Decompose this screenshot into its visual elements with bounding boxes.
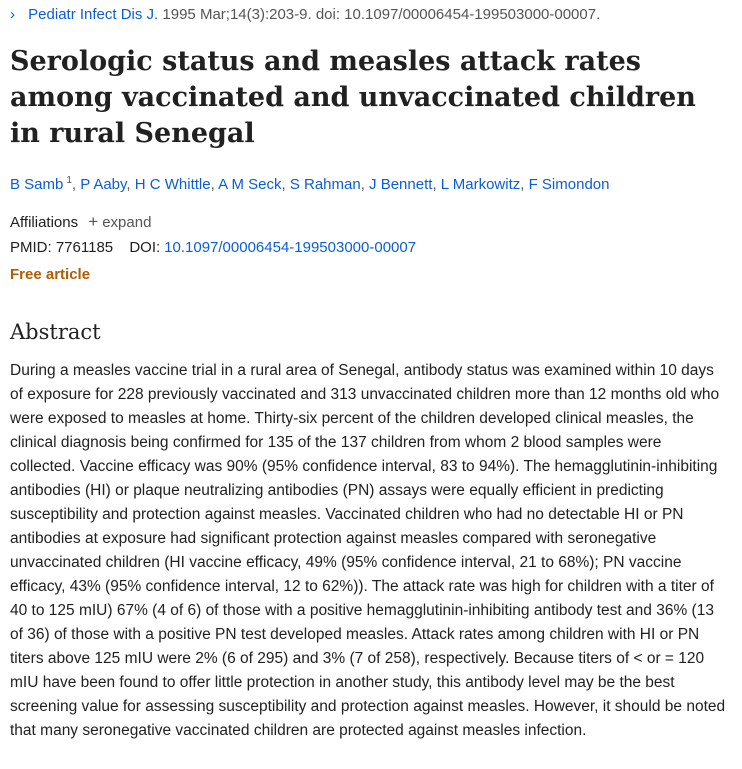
identifiers-row xyxy=(10,239,416,256)
affiliations-expand-button[interactable] xyxy=(88,214,151,231)
doi-link[interactable]: 10.1097/00006454-199503000-00007 xyxy=(164,239,417,256)
journal-link[interactable]: Pediatr Infect Dis J. xyxy=(28,6,159,23)
expand-label: expand xyxy=(102,214,152,231)
citation-details: 1995 Mar;14(3):203-9. doi: 10.1097/00006454-199503000-00007. xyxy=(162,6,601,23)
pmid-label: PMID: xyxy=(10,239,52,256)
plus-icon: + xyxy=(88,212,99,231)
affiliation-superscript[interactable]: 1 xyxy=(66,175,72,186)
author-link[interactable]: L Markowitz xyxy=(440,176,521,193)
article-title: Serologic status and measles attack rates among vaccinated and unvaccinated children in rural Senegal xyxy=(10,46,696,149)
abstract-text: During a measles vaccine trial in a rural area of Senegal, antibody status was examined within 10 days of exposure for 228 previously vaccinated and 313 unvaccinated children more than 12 months old who were exposed to measles at home. Thirty-six percent of the children developed clinical measles, the clinical diagnosis being confirmed for 135 of the 137 children from whom 2 blood samples were collected. Vaccine efficacy was 90% (95% confidence interval, 83 to 94%). The hemagglutinin-inhibiting antibodies (HI) or plaque neutralizing antibodies (PN) assays were equally efficient in predicting susceptibility and protection against measles. Vaccinated children who had no detectable HI or PN antibodies at exposure had significant protection against measles compared with seronegative unvaccinated children (HI vaccine efficacy, 49% (95% confidence interval, 21 to 68%); PN vaccine efficacy, 43% (95% confidence interval, 12 to 62%)). The attack rate was high for children with a titer of 40 to 125 mIU) 67% (4 of 6) of those with a positive hemagglutinin-inhibiting antibody test and 36% (13 of 36) of those with a positive PN test developed measles. Attack rates among children with HI or PN titers above 125 mIU were 2% (6 of 295) and 3% (7 of 258), respectively. Because titers of < or = 120 mIU have been found to offer little protection in another study, this antibody level may be the best screening value for assessing susceptibility and protection against measles. However, it should be noted that many seronegative vaccinated children are protected against measles infection. xyxy=(10,362,726,739)
abstract-heading: Abstract xyxy=(10,320,101,344)
free-article-badge: Free article xyxy=(10,266,91,283)
author-link[interactable]: J Bennett xyxy=(369,176,433,193)
author-link[interactable]: A M Seck xyxy=(218,176,282,193)
affiliations-label: Affiliations xyxy=(10,214,79,231)
author-link[interactable]: H C Whittle xyxy=(134,176,211,193)
author-link[interactable]: F Simondon xyxy=(528,176,610,193)
author-link[interactable]: B Samb xyxy=(10,176,64,193)
author-link[interactable]: P Aaby xyxy=(80,176,127,193)
citation-line xyxy=(10,6,600,23)
pmid-value: 7761185 xyxy=(55,239,114,256)
author-list: B Samb $^1$, P Aaby, H C Whittle, A M Seck, S Rahman, J Bennett, L Markowitz, F Simondon xyxy=(10,175,610,193)
doi-label: DOI: xyxy=(129,239,161,256)
author-link[interactable]: S Rahman xyxy=(289,176,361,193)
affiliations-row xyxy=(10,212,151,232)
chevron-right-icon[interactable]: › xyxy=(10,6,15,23)
